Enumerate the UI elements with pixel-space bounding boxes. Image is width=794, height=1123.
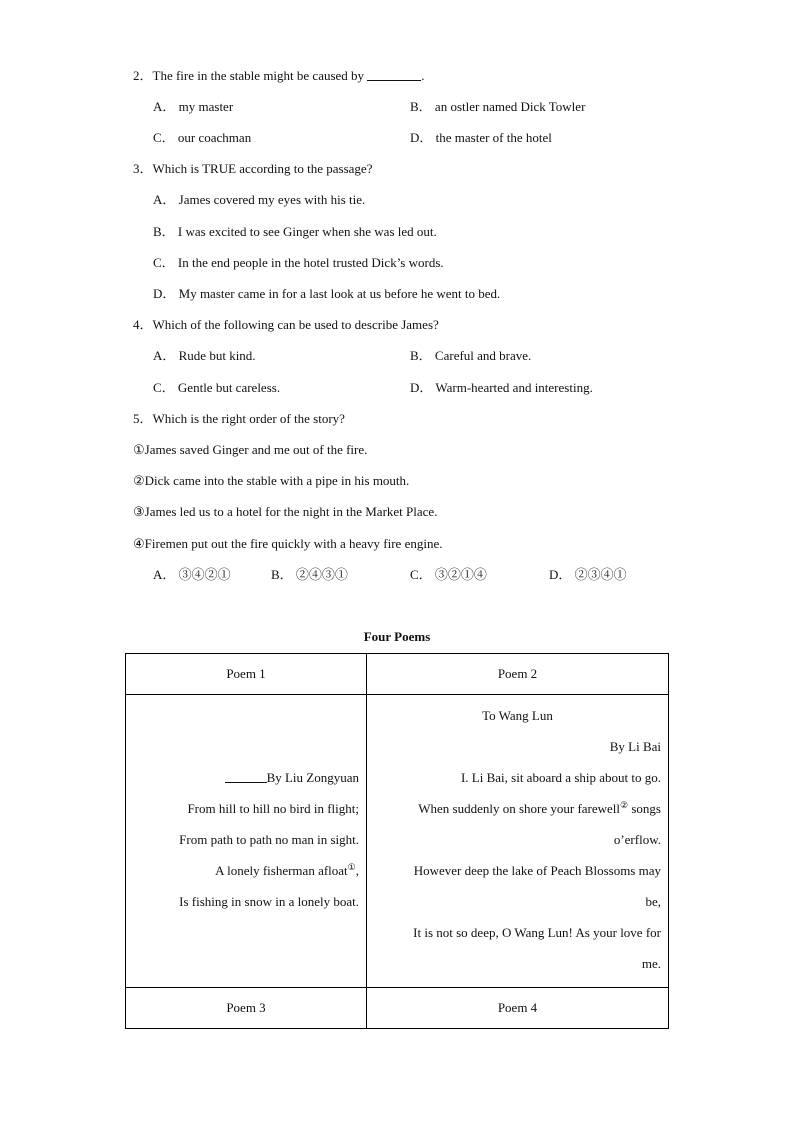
poem-2-line-4: It is not so deep, O Wang Lun! As your love for (413, 925, 661, 940)
poem-2-byline: By Li Bai (609, 739, 661, 754)
question-5-option-b: B． ②④③① (271, 567, 348, 582)
poem-2-title: To Wang Lun (482, 708, 553, 723)
poem-4-header: Poem 4 (367, 988, 669, 1029)
question-2-option-c: C． our coachman (153, 130, 252, 145)
question-3-stem: 3．Which is TRUE according to the passage? (133, 161, 373, 176)
question-4-option-c: C． Gentle but careless. (153, 380, 281, 395)
question-3-option-b: B． I was excited to see Ginger when she was led out. (153, 224, 437, 239)
question-4-stem: 4．Which of the following can be used to describe James? (133, 317, 439, 332)
poem-1-cell (126, 695, 367, 988)
poem-2-line-3: However deep the lake of Peach Blossoms may (413, 863, 661, 878)
poem-2-line-2: When suddenly on shore your farewell② songs (418, 800, 661, 816)
title-blank (225, 770, 267, 783)
poem-2-line-3-cont: be, (645, 894, 661, 909)
poem-2-cell (367, 695, 669, 988)
question-4-option-a: A． Rude but kind. (153, 348, 256, 363)
question-3-option-c: C． In the end people in the hotel trusted Dick’s words. (153, 255, 444, 270)
question-5-option-d: D． ②③④① (549, 567, 627, 582)
poem-2-line-1: I. Li Bai, sit aboard a ship about to go. (460, 770, 661, 785)
question-5-event-3: ③James led us to a hotel for the night in the Market Place. (133, 504, 438, 519)
question-5-event-1: ①James saved Ginger and me out of the fire. (133, 442, 368, 457)
question-5-event-4: ④Firemen put out the fire quickly with a heavy fire engine. (133, 536, 443, 551)
poem-1-line-2: From path to path no man in sight. (179, 832, 359, 847)
question-5-option-a: A． ③④②① (153, 567, 231, 582)
answer-blank (367, 68, 421, 81)
poem-1-byline: By Liu Zongyuan (133, 770, 359, 801)
footnote-marker: ② (620, 800, 629, 810)
question-3-option-d: D． My master came in for a last look at us before he went to bed. (153, 286, 501, 301)
poem-3-header: Poem 3 (126, 988, 367, 1029)
question-2-option-b: B． an ostler named Dick Towler (410, 99, 586, 114)
poems-table (125, 653, 669, 1029)
question-4-option-d: D． Warm-hearted and interesting. (410, 380, 593, 395)
section-title: Four Poems (363, 629, 431, 644)
question-4-option-b: B． Careful and brave. (410, 348, 532, 363)
poem-1-line-4: Is fishing in snow in a lonely boat. (179, 894, 359, 909)
question-5-stem: 5．Which is the right order of the story? (133, 411, 345, 426)
poem-2-line-2-cont: o’erflow. (613, 832, 661, 847)
question-5-event-2: ②Dick came into the stable with a pipe in his mouth. (133, 473, 410, 488)
poem-1-header: Poem 1 (126, 654, 367, 695)
poem-1-line-1: From hill to hill no bird in flight; (187, 801, 359, 816)
question-3-option-a: A． James covered my eyes with his tie. (153, 192, 366, 207)
question-2-option-a: A． my master (153, 99, 234, 114)
question-2-option-d: D． the master of the hotel (410, 130, 552, 145)
poem-1-line-3: A lonely fisherman afloat①, (215, 862, 359, 878)
question-2-stem: 2．The fire in the stable might be caused by . (133, 68, 425, 83)
poem-2-line-4-cont: me. (641, 956, 661, 971)
footnote-marker: ① (347, 862, 356, 872)
poem-2-header: Poem 2 (367, 654, 669, 695)
question-5-option-c: C． ③②①④ (410, 567, 487, 582)
